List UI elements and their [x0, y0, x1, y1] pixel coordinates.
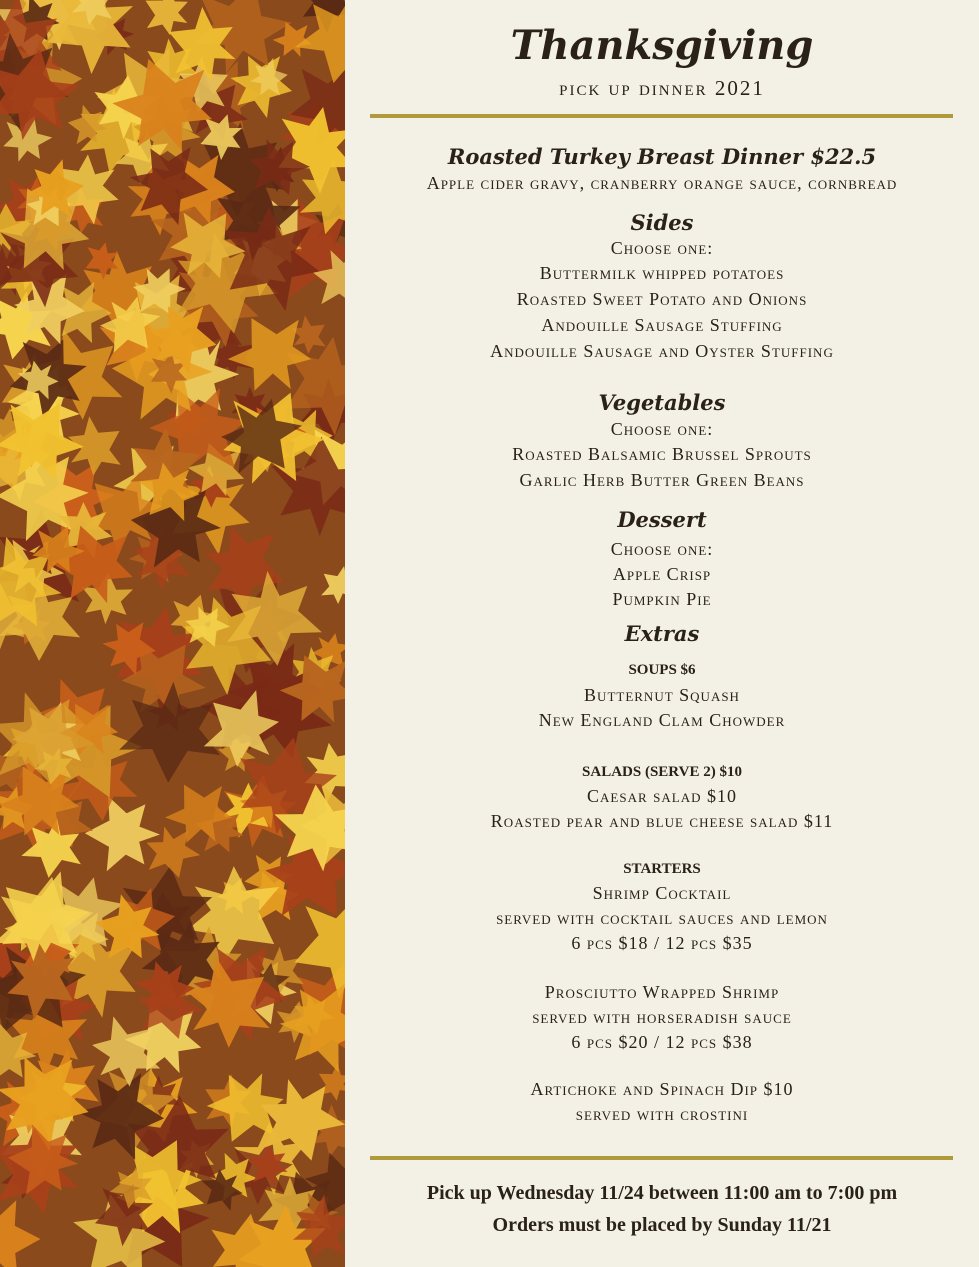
starter-price: 6 pcs $18 / 12 pcs $35 [571, 933, 753, 953]
salads-heading: SALADS (SERVE 2) $10 [582, 764, 742, 780]
starter-name: Prosciutto Wrapped Shrimp [544, 982, 780, 1002]
bottom-divider [370, 1156, 953, 1160]
page-title: Thanksgiving [510, 22, 814, 69]
leaves-illustration [0, 0, 345, 1267]
starter-name: Artichoke and Spinach Dip $10 [530, 1079, 794, 1099]
dinner-title: Roasted Turkey Breast Dinner $22.5 [447, 144, 877, 169]
sides-item: Buttermilk whipped potatoes [539, 263, 785, 283]
sides-item: Andouille Sausage Stuffing [541, 315, 783, 335]
sides-choose: Choose one: [610, 238, 714, 258]
sides-item: Roasted Sweet Potato and Onions [516, 289, 808, 309]
leaf-shape [0, 1200, 41, 1267]
sides-heading: Sides [630, 210, 694, 235]
vegetables-choose: Choose one: [610, 419, 714, 439]
menu-panel [345, 0, 979, 1267]
salads-item: Caesar salad $10 [587, 786, 737, 806]
starter-price: 6 pcs $20 / 12 pcs $38 [571, 1032, 753, 1052]
starter-name: Shrimp Cocktail [592, 883, 732, 903]
soups-item: New England Clam Chowder [538, 710, 786, 730]
vegetables-item: Garlic Herb Butter Green Beans [519, 470, 805, 490]
vegetables-item: Roasted Balsamic Brussel Sprouts [512, 444, 812, 464]
vegetables-heading: Vegetables [598, 390, 726, 415]
order-deadline: Orders must be placed by Sunday 11/21 [492, 1214, 832, 1236]
top-divider [370, 114, 953, 118]
dessert-heading: Dessert [617, 507, 707, 532]
extras-heading: Extras [624, 621, 700, 646]
sides-item: Andouille Sausage and Oyster Stuffing [490, 341, 834, 361]
starter-note: served with cocktail sauces and lemon [496, 908, 828, 928]
starters-heading: STARTERS [623, 861, 701, 877]
starter-note: served with horseradish sauce [532, 1007, 792, 1027]
soups-item: Butternut Squash [584, 685, 740, 705]
page-subtitle: pick up dinner 2021 [559, 76, 765, 100]
leaf-shape [312, 559, 345, 611]
dessert-choose: Choose one: [610, 539, 714, 559]
dessert-item: Apple Crisp [612, 564, 712, 584]
soups-heading: SOUPS $6 [628, 662, 696, 678]
autumn-leaves-photo [0, 0, 345, 1267]
dinner-description: Apple cider gravy, cranberry orange sauce, cornbread [426, 173, 898, 193]
starter-note: served with crostini [575, 1104, 749, 1124]
pickup-info: Pick up Wednesday 11/24 between 11:00 am to 7:00 pm [426, 1182, 898, 1204]
salads-item: Roasted pear and blue cheese salad $11 [490, 811, 834, 831]
dessert-item: Pumpkin Pie [612, 589, 712, 609]
leaf-shape [118, 679, 224, 785]
